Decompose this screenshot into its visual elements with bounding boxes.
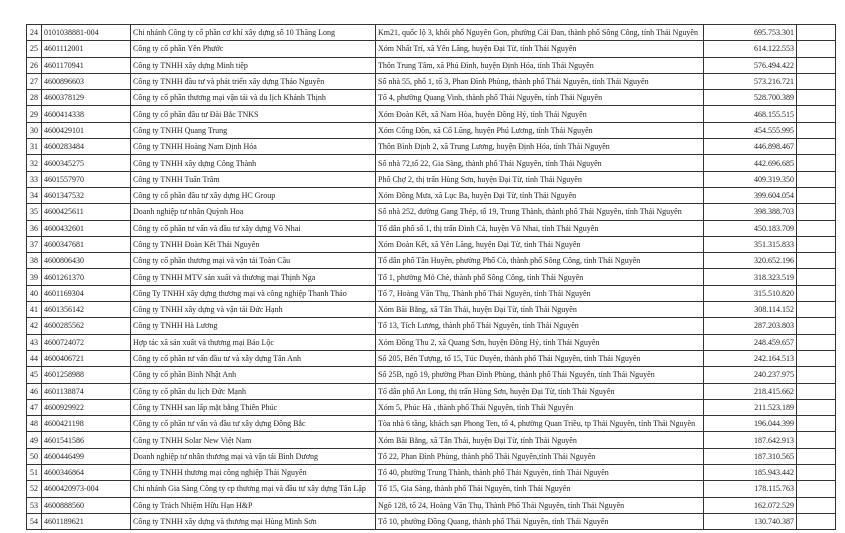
company-address-cell: Tổ 13, Tích Lương, thành phố Thái Nguyên, tỉnh Thái Nguyên [376, 318, 704, 334]
tax-code-cell: 4600421198 [42, 416, 131, 432]
debt-amount-cell: 576.494.422 [704, 57, 797, 73]
note-cell [797, 367, 836, 383]
debt-amount-cell: 315.510.820 [704, 285, 797, 301]
tax-code-cell: 4600432601 [42, 220, 131, 236]
tax-code-cell: 0101038881-004 [42, 25, 131, 41]
note-cell [797, 465, 836, 481]
company-name-cell: Công ty cổ phần thương mại vận tải và du lịch Khánh Thịnh [131, 90, 376, 106]
row-number-cell: 34 [27, 187, 42, 203]
debt-amount-cell: 242.164.513 [704, 350, 797, 366]
note-cell [797, 416, 836, 432]
row-number-cell: 46 [27, 383, 42, 399]
debt-amount-cell: 446.898.467 [704, 139, 797, 155]
row-number-cell: 38 [27, 253, 42, 269]
row-number-cell: 28 [27, 90, 42, 106]
tax-code-cell: 4601261370 [42, 269, 131, 285]
company-name-cell: Công ty TNHH Quang Trung [131, 122, 376, 138]
table-row [27, 302, 836, 318]
tax-code-cell: 4601169304 [42, 285, 131, 301]
debt-amount-cell: 442.696.685 [704, 155, 797, 171]
debt-amount-cell: 614.122.553 [704, 41, 797, 57]
table-row [27, 155, 836, 171]
company-address-cell: Số nhà 55, phố 1, tổ 3, Phan Đình Phùng, thành phố Thái Nguyên, tỉnh Thái Nguyên [376, 73, 704, 89]
company-address-cell: Thôn Bình Định 2, xã Trung Lương, huyện Định Hóa, tỉnh Thái Nguyên [376, 139, 704, 155]
debt-amount-cell: 468.155.515 [704, 106, 797, 122]
note-cell [797, 139, 836, 155]
company-address-cell: Tổ 40, phường Trung Thành, thành phố Thái Nguyên, tỉnh Thái Nguyên [376, 465, 704, 481]
table-row [27, 236, 836, 252]
company-name-cell: Công ty cổ phần Bình Nhật Anh [131, 367, 376, 383]
table-row [27, 25, 836, 41]
debt-amount-cell: 240.237.975 [704, 367, 797, 383]
company-address-cell: Xóm Đồng Mưa, xã Lục Ba, huyện Đại Từ, tỉnh Thái Nguyên [376, 187, 704, 203]
table-row [27, 465, 836, 481]
company-address-cell: Km21, quốc lộ 3, khối phố Nguyên Gon, phường Cải Đan, thành phố Sông Công, tỉnh Thái Nguyên [376, 25, 704, 41]
table-row [27, 106, 836, 122]
table-row [27, 448, 836, 464]
tax-code-cell: 4600929922 [42, 399, 131, 415]
company-address-cell: Số 205, Bến Tượng, tổ 15, Túc Duyên, thành phố Thái Nguyên, tỉnh Thái Nguyên [376, 350, 704, 366]
tax-code-cell: 4601170941 [42, 57, 131, 73]
tax-code-cell: 4600429101 [42, 122, 131, 138]
tax-code-cell: 4601557970 [42, 171, 131, 187]
row-number-cell: 43 [27, 334, 42, 350]
tax-code-cell: 4600378129 [42, 90, 131, 106]
note-cell [797, 204, 836, 220]
debt-amount-cell: 318.323.519 [704, 269, 797, 285]
company-address-cell: Xóm Nhất Trí, xã Yên Lãng, huyện Đại Từ, tỉnh Thái Nguyên [376, 41, 704, 57]
note-cell [797, 187, 836, 203]
company-name-cell: Công ty TNHH Hà Lương [131, 318, 376, 334]
company-name-cell: Công ty TNHH Đoàn Kết Thái Nguyên [131, 236, 376, 252]
company-address-cell: Ngõ 128, tổ 24, Hoàng Văn Thụ, Thành Phố Thái Nguyên, tỉnh Thái Nguyên [376, 497, 704, 513]
row-number-cell: 27 [27, 73, 42, 89]
row-number-cell: 25 [27, 41, 42, 57]
tax-code-cell: 4600285562 [42, 318, 131, 334]
row-number-cell: 45 [27, 367, 42, 383]
note-cell [797, 41, 836, 57]
company-address-cell: Tổ 1, phường Mỏ Chè, thành phố Sông Công, tỉnh Thái Nguyên [376, 269, 704, 285]
table-row [27, 41, 836, 57]
table-row [27, 334, 836, 350]
company-address-cell: Số nhà 252, đường Gang Thép, tổ 19, Trung Thành, thành phố Thái Nguyên, tỉnh Thái Nguyên [376, 204, 704, 220]
company-name-cell: Doanh nghiệp tư nhân thương mại và vận tải Bình Dương [131, 448, 376, 464]
row-number-cell: 49 [27, 432, 42, 448]
tax-code-cell: 4600724072 [42, 334, 131, 350]
company-name-cell: Công ty TNHH Solar New Việt Nam [131, 432, 376, 448]
company-name-cell: Công ty TNHH đầu tư và phát triển xây dựng Thảo Nguyên [131, 73, 376, 89]
company-address-cell: Số 25B, ngõ 19, phường Phan Đình Phùng, thành phố Thái Nguyên, tỉnh Thái Nguyên [376, 367, 704, 383]
tax-code-cell: 4600806430 [42, 253, 131, 269]
debt-amount-cell: 130.740.387 [704, 513, 797, 529]
debt-amount-cell: 398.388.703 [704, 204, 797, 220]
company-address-cell: Tổ dân phố số 1, thị trấn Đình Cả, huyện Võ Nhai, tỉnh Thái Nguyên [376, 220, 704, 236]
note-cell [797, 90, 836, 106]
note-cell [797, 253, 836, 269]
tax-code-cell: 4600420973-004 [42, 481, 131, 497]
company-address-cell: Xóm Đoàn Kết, xã Yên Lãng, huyện Đại Từ, tỉnh Thái Nguyên [376, 236, 704, 252]
debt-amount-cell: 211.523.189 [704, 399, 797, 415]
debt-amount-cell: 248.459.657 [704, 334, 797, 350]
table-row [27, 187, 836, 203]
company-name-cell: Công ty TNHH xây dựng và thương mại Hùng Minh Sơn [131, 513, 376, 529]
table-row [27, 416, 836, 432]
row-number-cell: 51 [27, 465, 42, 481]
tax-code-cell: 4600345275 [42, 155, 131, 171]
note-cell [797, 57, 836, 73]
tax-code-cell: 4601189621 [42, 513, 131, 529]
table-row [27, 171, 836, 187]
company-name-cell: Chi nhánh Công ty cổ phần cơ khí xây dựng số 10 Thăng Long [131, 25, 376, 41]
company-name-cell: Công Ty TNHH xây dựng thương mại và công nghiệp Thanh Thảo [131, 285, 376, 301]
table-row [27, 513, 836, 529]
company-address-cell: Tổ 15, Gia Sàng, thành phố Thái Nguyên, tỉnh Thái Nguyên [376, 481, 704, 497]
tax-code-cell: 4600346864 [42, 465, 131, 481]
note-cell [797, 350, 836, 366]
debt-amount-cell: 308.114.152 [704, 302, 797, 318]
note-cell [797, 269, 836, 285]
company-address-cell: Xóm Bãi Bằng, xã Tân Thái, huyện Đại Từ, tỉnh Thái Nguyên [376, 432, 704, 448]
company-address-cell: Tổ dân phố Tân Huyền, phường Phố Cò, thành phố Sông Công, tỉnh Thái Nguyên [376, 253, 704, 269]
row-number-cell: 31 [27, 139, 42, 155]
document-page [26, 24, 836, 530]
table-row [27, 253, 836, 269]
table-row [27, 73, 836, 89]
company-address-cell: Xóm Đoàn Kết, xã Nam Hòa, huyện Đồng Hỷ, tỉnh Thái Nguyên [376, 106, 704, 122]
note-cell [797, 334, 836, 350]
company-name-cell: Công ty cổ phần đầu tư Đài Bắc TNKS [131, 106, 376, 122]
company-address-cell: Xóm Đồng Thu 2, xã Quang Sơn, huyện Đồng Hỷ, tỉnh Thái Nguyên [376, 334, 704, 350]
row-number-cell: 30 [27, 122, 42, 138]
note-cell [797, 302, 836, 318]
note-cell [797, 318, 836, 334]
company-name-cell: Chi nhánh Gia Sàng Công ty cp thương mại và đầu tư xây dựng Tân Lập [131, 481, 376, 497]
company-name-cell: Công ty cổ phần du lịch Đức Mạnh [131, 383, 376, 399]
tax-code-cell: 4600406721 [42, 350, 131, 366]
company-address-cell: Phố Chợ 2, thị trấn Hùng Sơn, huyện Đại Từ, tỉnh Thái Nguyên [376, 171, 704, 187]
table-row [27, 383, 836, 399]
debt-amount-cell: 399.604.054 [704, 187, 797, 203]
tax-code-cell: 4600888560 [42, 497, 131, 513]
row-number-cell: 50 [27, 448, 42, 464]
debt-amount-cell: 454.555.995 [704, 122, 797, 138]
debt-amount-cell: 196.044.399 [704, 416, 797, 432]
table-row [27, 432, 836, 448]
row-number-cell: 26 [27, 57, 42, 73]
row-number-cell: 32 [27, 155, 42, 171]
company-name-cell: Công ty TNHH thương mại công nghiệp Thái Nguyên [131, 465, 376, 481]
table-row [27, 367, 836, 383]
company-name-cell: Công ty cổ phần tư vấn và đầu tư xây dựng Đông Bắc [131, 416, 376, 432]
company-name-cell: Công ty TNHH Hoàng Nam Định Hóa [131, 139, 376, 155]
row-number-cell: 47 [27, 399, 42, 415]
row-number-cell: 33 [27, 171, 42, 187]
debtor-table [26, 24, 836, 530]
debt-amount-cell: 185.943.442 [704, 465, 797, 481]
debt-amount-cell: 409.319.350 [704, 171, 797, 187]
table-row [27, 497, 836, 513]
note-cell [797, 432, 836, 448]
table-row [27, 220, 836, 236]
note-cell [797, 122, 836, 138]
company-name-cell: Công ty cổ phần Yên Phước [131, 41, 376, 57]
company-name-cell: Công ty cổ phần đầu tư xây dựng HC Group [131, 187, 376, 203]
note-cell [797, 481, 836, 497]
debt-amount-cell: 178.115.763 [704, 481, 797, 497]
note-cell [797, 25, 836, 41]
company-address-cell: Số nhà 72,tổ 22, Gia Sàng, thành phố Thái Nguyên, tỉnh Thái Nguyên [376, 155, 704, 171]
row-number-cell: 29 [27, 106, 42, 122]
debt-amount-cell: 287.203.803 [704, 318, 797, 334]
company-name-cell: Công ty TNHH Tuấn Trâm [131, 171, 376, 187]
table-row [27, 122, 836, 138]
table-row [27, 318, 836, 334]
debt-amount-cell: 695.753.301 [704, 25, 797, 41]
row-number-cell: 41 [27, 302, 42, 318]
note-cell [797, 220, 836, 236]
row-number-cell: 53 [27, 497, 42, 513]
row-number-cell: 35 [27, 204, 42, 220]
debt-amount-cell: 320.652.196 [704, 253, 797, 269]
debt-amount-cell: 187.310.565 [704, 448, 797, 464]
company-name-cell: Công ty TNHH xây dựng Minh tiệp [131, 57, 376, 73]
note-cell [797, 383, 836, 399]
debt-amount-cell: 528.700.389 [704, 90, 797, 106]
company-name-cell: Hợp tác xã sản xuất và thương mại Bảo Lộc [131, 334, 376, 350]
tax-code-cell: 4601112001 [42, 41, 131, 57]
company-name-cell: Công ty TNHH MTV sản xuất và thương mại Thịnh Nga [131, 269, 376, 285]
tax-code-cell: 4600347681 [42, 236, 131, 252]
row-number-cell: 24 [27, 25, 42, 41]
company-name-cell: Công ty cổ phần thương mại và vận tải Toàn Cầu [131, 253, 376, 269]
debt-amount-cell: 162.072.529 [704, 497, 797, 513]
note-cell [797, 448, 836, 464]
table-row [27, 90, 836, 106]
row-number-cell: 37 [27, 236, 42, 252]
company-address-cell: Xóm 5, Phúc Hà , thành phố Thái Nguyên, tỉnh Thái Nguyên [376, 399, 704, 415]
company-name-cell: Công ty cổ phần tư vấn và đầu tư xây dựng Võ Nhai [131, 220, 376, 236]
tax-code-cell: 4601356142 [42, 302, 131, 318]
row-number-cell: 39 [27, 269, 42, 285]
debtor-table-body [27, 25, 836, 530]
company-address-cell: Tòa nhà 6 tầng, khách sạn Phong Ten, tổ 4, phường Quan Triều, tp Thái Nguyên, tỉnh Thái Nguyên [376, 416, 704, 432]
company-address-cell: Tổ 22, Phan Đình Phùng, thành phố Thái Nguyên,tỉnh Thái Nguyên [376, 448, 704, 464]
tax-code-cell: 4601138874 [42, 383, 131, 399]
row-number-cell: 52 [27, 481, 42, 497]
company-address-cell: Xóm Cổng Đồn, xã Cổ Lũng, huyện Phú Lương, tỉnh Thái Nguyên [376, 122, 704, 138]
tax-code-cell: 4601347532 [42, 187, 131, 203]
note-cell [797, 73, 836, 89]
tax-code-cell: 4600896603 [42, 73, 131, 89]
note-cell [797, 285, 836, 301]
table-row [27, 269, 836, 285]
debt-amount-cell: 351.315.833 [704, 236, 797, 252]
debt-amount-cell: 450.183.709 [704, 220, 797, 236]
note-cell [797, 236, 836, 252]
row-number-cell: 48 [27, 416, 42, 432]
note-cell [797, 106, 836, 122]
company-address-cell: Xóm Bãi Bằng, xã Tân Thái, huyện Đại Từ, tỉnh Thái Nguyên [376, 302, 704, 318]
note-cell [797, 513, 836, 529]
tax-code-cell: 4600425611 [42, 204, 131, 220]
tax-code-cell: 4600283484 [42, 139, 131, 155]
company-name-cell: Công ty TNHH xây dựng Công Thành [131, 155, 376, 171]
company-address-cell: Thôn Trung Tâm, xã Phú Đình, huyện Định Hóa, tỉnh Thái Nguyên [376, 57, 704, 73]
debt-amount-cell: 573.216.721 [704, 73, 797, 89]
debt-amount-cell: 218.415.662 [704, 383, 797, 399]
table-row [27, 285, 836, 301]
tax-code-cell: 4600414338 [42, 106, 131, 122]
note-cell [797, 155, 836, 171]
company-name-cell: Công ty Trách Nhiệm Hữu Hạn H&P [131, 497, 376, 513]
debt-amount-cell: 187.642.913 [704, 432, 797, 448]
row-number-cell: 44 [27, 350, 42, 366]
table-row [27, 350, 836, 366]
table-row [27, 204, 836, 220]
tax-code-cell: 4601541586 [42, 432, 131, 448]
company-name-cell: Công ty TNHH xây dựng và vận tải Đức Hạnh [131, 302, 376, 318]
row-number-cell: 36 [27, 220, 42, 236]
row-number-cell: 54 [27, 513, 42, 529]
tax-code-cell: 4600446499 [42, 448, 131, 464]
note-cell [797, 399, 836, 415]
note-cell [797, 497, 836, 513]
note-cell [797, 171, 836, 187]
company-name-cell: Doanh nghiệp tư nhân Quỳnh Hoa [131, 204, 376, 220]
company-name-cell: Công ty TNHH san lấp mặt bằng Thiên Phúc [131, 399, 376, 415]
row-number-cell: 40 [27, 285, 42, 301]
table-row [27, 481, 836, 497]
row-number-cell: 42 [27, 318, 42, 334]
company-address-cell: Tổ 4, phường Quang Vinh, thành phố Thái Nguyên, tỉnh Thái Nguyên [376, 90, 704, 106]
tax-code-cell: 4601258988 [42, 367, 131, 383]
table-row [27, 139, 836, 155]
company-address-cell: Tổ 10, phường Đồng Quang, thành phố Thái Nguyên, tỉnh Thái Nguyên [376, 513, 704, 529]
company-address-cell: Tổ dân phố An Long, thị trấn Hùng Sơn, huyện Đại Từ, tỉnh Thái Nguyên [376, 383, 704, 399]
table-row [27, 57, 836, 73]
table-row [27, 399, 836, 415]
company-address-cell: Tổ 7, Hoàng Văn Thụ, Thành phố Thái Nguyên, tỉnh Thái Nguyên [376, 285, 704, 301]
company-name-cell: Công ty cổ phần tư vấn đầu tư và xây dựng Tân Anh [131, 350, 376, 366]
